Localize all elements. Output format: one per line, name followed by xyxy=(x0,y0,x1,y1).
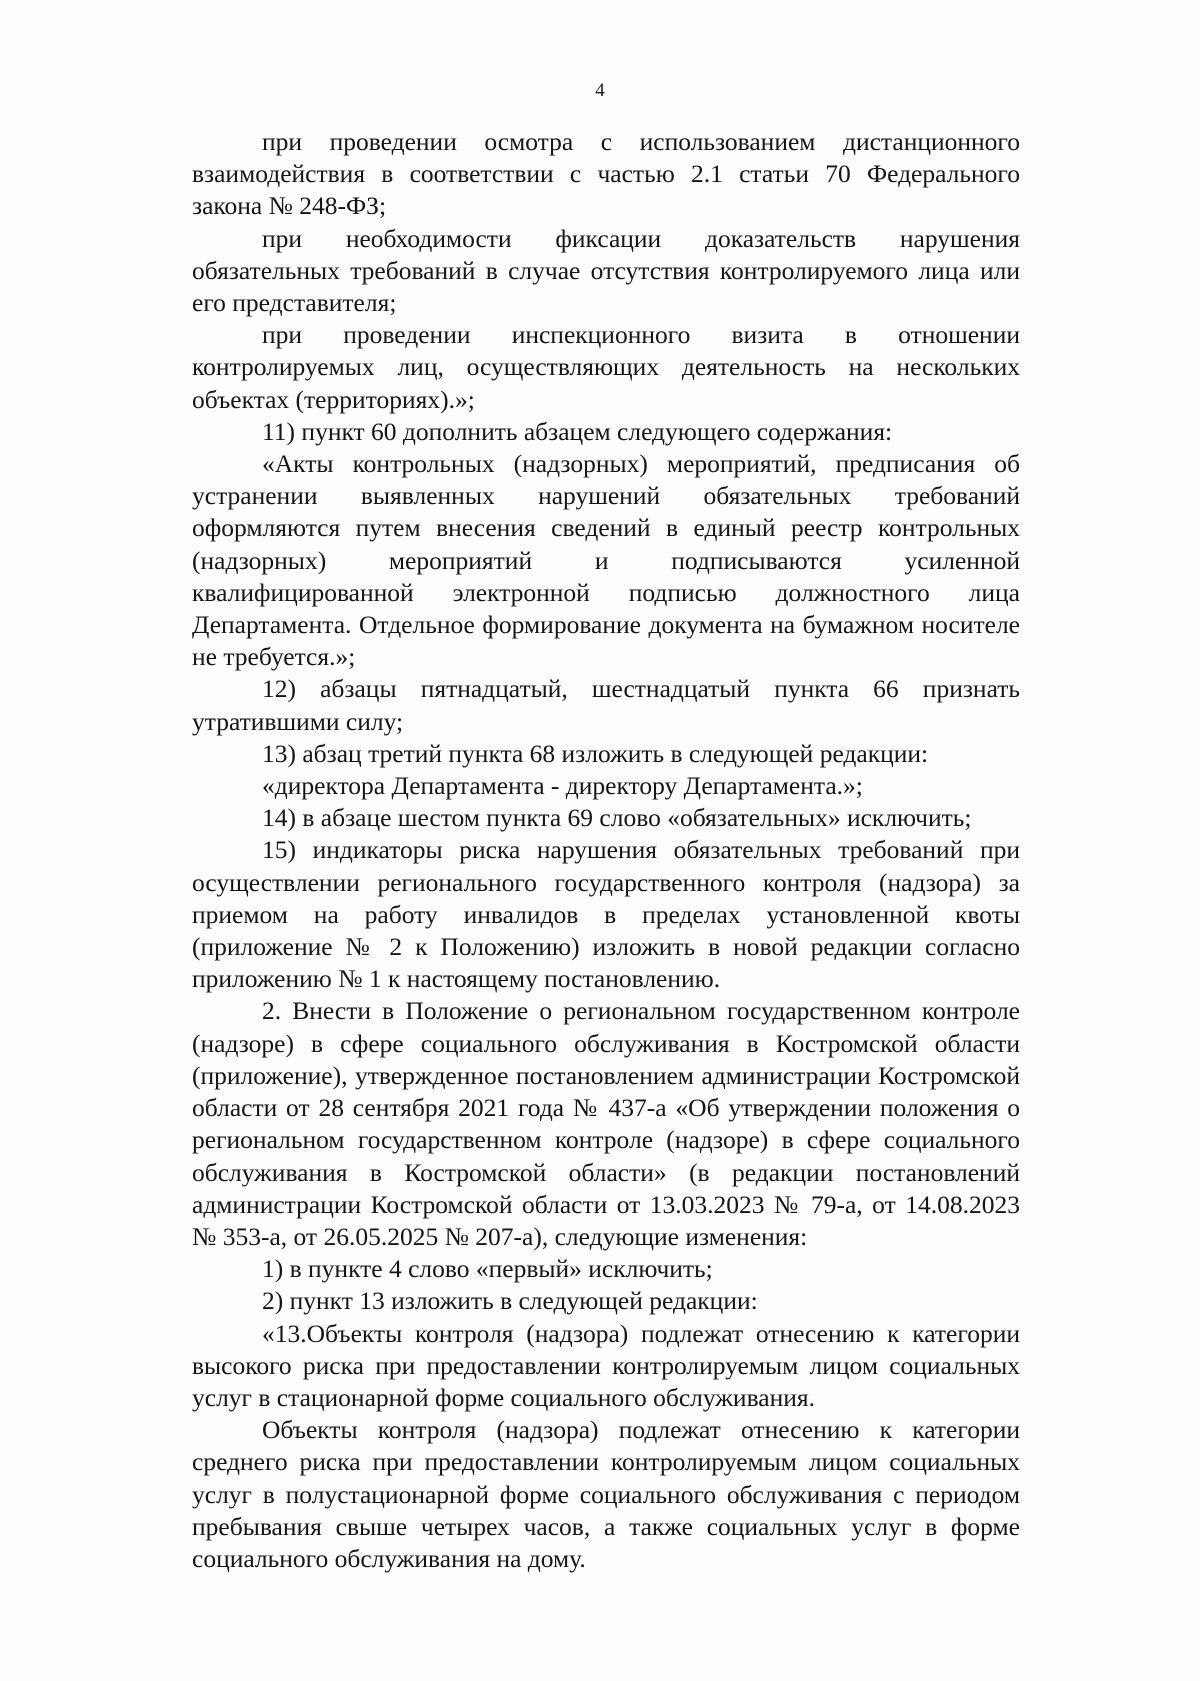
text-line: «Акты контрольных (надзорных) мероприятий, предписания об xyxy=(262,449,1020,479)
text-line: высокого риска при предоставлении контролируемым лицом социальных xyxy=(192,1350,1020,1380)
text-line: (приложение № 2 к Положению) изложить в новой редакции согласно xyxy=(192,932,1020,962)
text-line: закона № 248-ФЗ; xyxy=(192,191,387,221)
text-line: 13) абзац третий пункта 68 изложить в следующей редакции: xyxy=(262,738,929,768)
text-line: 2) пункт 13 изложить в следующей редакции: xyxy=(262,1286,758,1316)
text-line: при проведении осмотра с использованием дистанционного xyxy=(262,127,1020,156)
text-line: (надзорных) мероприятий и подписываются усиленной xyxy=(192,545,1020,575)
document-body xyxy=(192,126,1020,1575)
text-line: оформляются путем внесения сведений в единый реестр контрольных xyxy=(192,513,1020,543)
text-line: не требуется.»; xyxy=(192,642,356,672)
text-line: при проведении инспекционного визита в отношении xyxy=(262,320,1020,350)
text-line: «13.Объекты контроля (надзора) подлежат отнесению к категории xyxy=(262,1318,1020,1348)
text-line: 2. Внести в Положение о региональном государственном контроле xyxy=(262,996,1020,1026)
text-line: (надзоре) в сфере социального обслуживания в Костромской области xyxy=(192,1028,1020,1058)
text-line: Департамента. Отдельное формирование документа на бумажном носителе xyxy=(192,610,1020,640)
text-line: объектах (территориях).»; xyxy=(192,384,475,414)
text-line: его представителя; xyxy=(192,288,397,318)
text-line: «директора Департамента - директору Департамента.»; xyxy=(262,771,863,801)
text-line: администрации Костромской области от 13.03.2023 № 79-а, от 14.08.2023 xyxy=(192,1189,1020,1219)
text-line: устранении выявленных нарушений обязательных требований xyxy=(192,481,1020,511)
text-line: приемом на работу инвалидов в пределах установленной квоты xyxy=(192,899,1020,929)
text-line: среднего риска при предоставлении контролируемым лицом социальных xyxy=(192,1447,1020,1477)
text-line: 12) абзацы пятнадцатый, шестнадцатый пункта 66 признать xyxy=(262,674,1020,704)
text-line: 1) в пункте 4 слово «первый» исключить; xyxy=(262,1254,713,1284)
page-number: 4 xyxy=(595,80,605,101)
text-line: социального обслуживания на дому. xyxy=(192,1543,586,1573)
text-line: услуг в стационарной форме социального обслуживания. xyxy=(192,1382,815,1412)
text-line: утратившими силу; xyxy=(192,706,404,736)
text-line: области от 28 сентября 2021 года № 437-а «Об утверждении положения о xyxy=(192,1093,1020,1123)
text-line: при необходимости фиксации доказательств нарушения xyxy=(262,223,1020,253)
text-line: обслуживания в Костромской области» (в редакции постановлений xyxy=(192,1157,1020,1187)
text-line: обязательных требований в случае отсутствия контролируемого лица или xyxy=(192,255,1020,285)
text-line: 14) в абзаце шестом пункта 69 слово «обязательных» исключить; xyxy=(262,803,972,833)
text-line: пребывания свыше четырех часов, а также социальных услуг в форме xyxy=(192,1511,1020,1541)
text-line: контролируемых лиц, осуществляющих деятельность на нескольких xyxy=(192,352,1020,382)
text-line: взаимодействия в соответствии с частью 2.1 статьи 70 Федерального xyxy=(192,159,1020,189)
text-line: осуществлении регионального государственного контроля (надзора) за xyxy=(192,867,1020,897)
text-line: (приложение), утвержденное постановлением администрации Костромской xyxy=(192,1060,1020,1090)
text-line: региональном государственном контроле (надзоре) в сфере социального xyxy=(192,1125,1020,1155)
text-line: приложению № 1 к настоящему постановлению. xyxy=(192,964,721,994)
text-line: услуг в полустационарной форме социального обслуживания с периодом xyxy=(192,1479,1020,1509)
text-line: 11) пункт 60 дополнить абзацем следующего содержания: xyxy=(262,416,893,446)
text-line: № 353-а, от 26.05.2025 № 207-а), следующие изменения: xyxy=(192,1221,808,1251)
text-line: квалифицированной электронной подписью должностного лица xyxy=(192,577,1020,607)
text-line: 15) индикаторы риска нарушения обязательных требований при xyxy=(262,835,1020,865)
text-line: Объекты контроля (надзора) подлежат отнесению к категории xyxy=(262,1415,1020,1445)
